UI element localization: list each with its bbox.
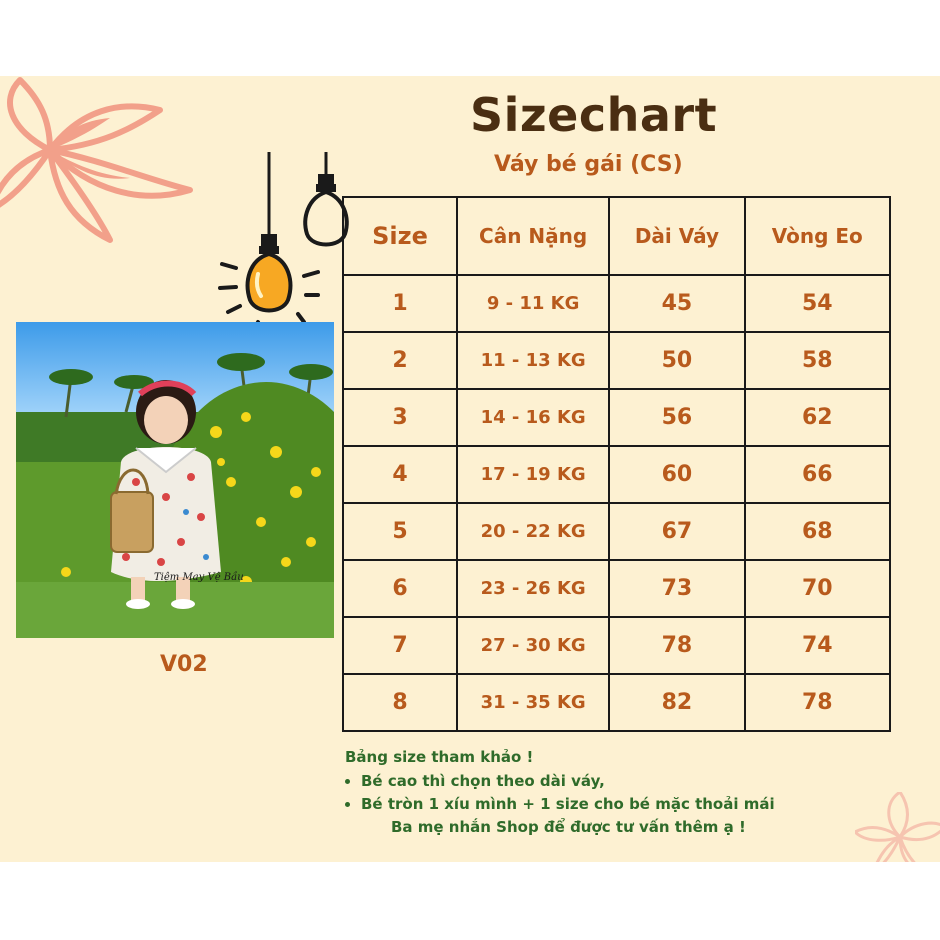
header-waist: Vòng Eo bbox=[745, 197, 890, 275]
table-row bbox=[343, 332, 890, 389]
table-row bbox=[343, 389, 890, 446]
size-cell: 1 bbox=[343, 275, 457, 332]
waist-cell: 58 bbox=[745, 332, 890, 389]
header-size: Size bbox=[343, 197, 457, 275]
product-code: V02 bbox=[160, 652, 208, 677]
dress-length-cell: 50 bbox=[609, 332, 744, 389]
waist-cell: 68 bbox=[745, 503, 890, 560]
dress-length-cell: 73 bbox=[609, 560, 744, 617]
dress-length-cell: 45 bbox=[609, 275, 744, 332]
dress-length-cell: 56 bbox=[609, 389, 744, 446]
photo-watermark: Tiệm May Vệ Bầu bbox=[154, 572, 244, 583]
weight-cell: 27 - 30 KG bbox=[457, 617, 609, 674]
dress-length-cell: 78 bbox=[609, 617, 744, 674]
size-cell: 6 bbox=[343, 560, 457, 617]
weight-cell: 14 - 16 KG bbox=[457, 389, 609, 446]
page-title: Sizechart bbox=[470, 88, 718, 142]
dress-length-cell: 67 bbox=[609, 503, 744, 560]
weight-cell: 31 - 35 KG bbox=[457, 674, 609, 731]
waist-cell: 78 bbox=[745, 674, 890, 731]
table-header-row bbox=[343, 197, 890, 275]
table-row bbox=[343, 674, 890, 731]
weight-cell: 9 - 11 KG bbox=[457, 275, 609, 332]
size-cell: 8 bbox=[343, 674, 457, 731]
table-row bbox=[343, 446, 890, 503]
note-item: • Bé tròn 1 xíu mình + 1 size cho bé mặc thoải mái bbox=[361, 795, 775, 813]
header-weight: Cân Nặng bbox=[457, 197, 609, 275]
table-row bbox=[343, 617, 890, 674]
size-table bbox=[342, 196, 891, 732]
dress-length-cell: 60 bbox=[609, 446, 744, 503]
dress-length-cell: 82 bbox=[609, 674, 744, 731]
note-item: • Bé cao thì chọn theo dài váy, bbox=[361, 772, 775, 790]
waist-cell: 54 bbox=[745, 275, 890, 332]
size-cell: 3 bbox=[343, 389, 457, 446]
size-cell: 5 bbox=[343, 503, 457, 560]
table-row bbox=[343, 503, 890, 560]
header-dress-length: Dài Váy bbox=[609, 197, 744, 275]
size-cell: 4 bbox=[343, 446, 457, 503]
notes-list bbox=[345, 772, 775, 813]
weight-cell: 17 - 19 KG bbox=[457, 446, 609, 503]
flower-icon bbox=[855, 792, 940, 862]
weight-cell: 11 - 13 KG bbox=[457, 332, 609, 389]
waist-cell: 70 bbox=[745, 560, 890, 617]
flower-icon bbox=[0, 76, 210, 245]
table-row bbox=[343, 275, 890, 332]
page-subtitle: Váy bé gái (CS) bbox=[494, 152, 683, 177]
waist-cell: 66 bbox=[745, 446, 890, 503]
waist-cell: 62 bbox=[745, 389, 890, 446]
size-cell: 7 bbox=[343, 617, 457, 674]
product-photo bbox=[16, 322, 334, 638]
weight-cell: 23 - 26 KG bbox=[457, 560, 609, 617]
table-row bbox=[343, 560, 890, 617]
size-cell: 2 bbox=[343, 332, 457, 389]
weight-cell: 20 - 22 KG bbox=[457, 503, 609, 560]
waist-cell: 74 bbox=[745, 617, 890, 674]
notes-heading: Bảng size tham khảo ! bbox=[345, 748, 534, 766]
notes-closing: Ba mẹ nhắn Shop để được tư vấn thêm ạ ! bbox=[391, 818, 746, 836]
size-notes bbox=[345, 748, 775, 836]
